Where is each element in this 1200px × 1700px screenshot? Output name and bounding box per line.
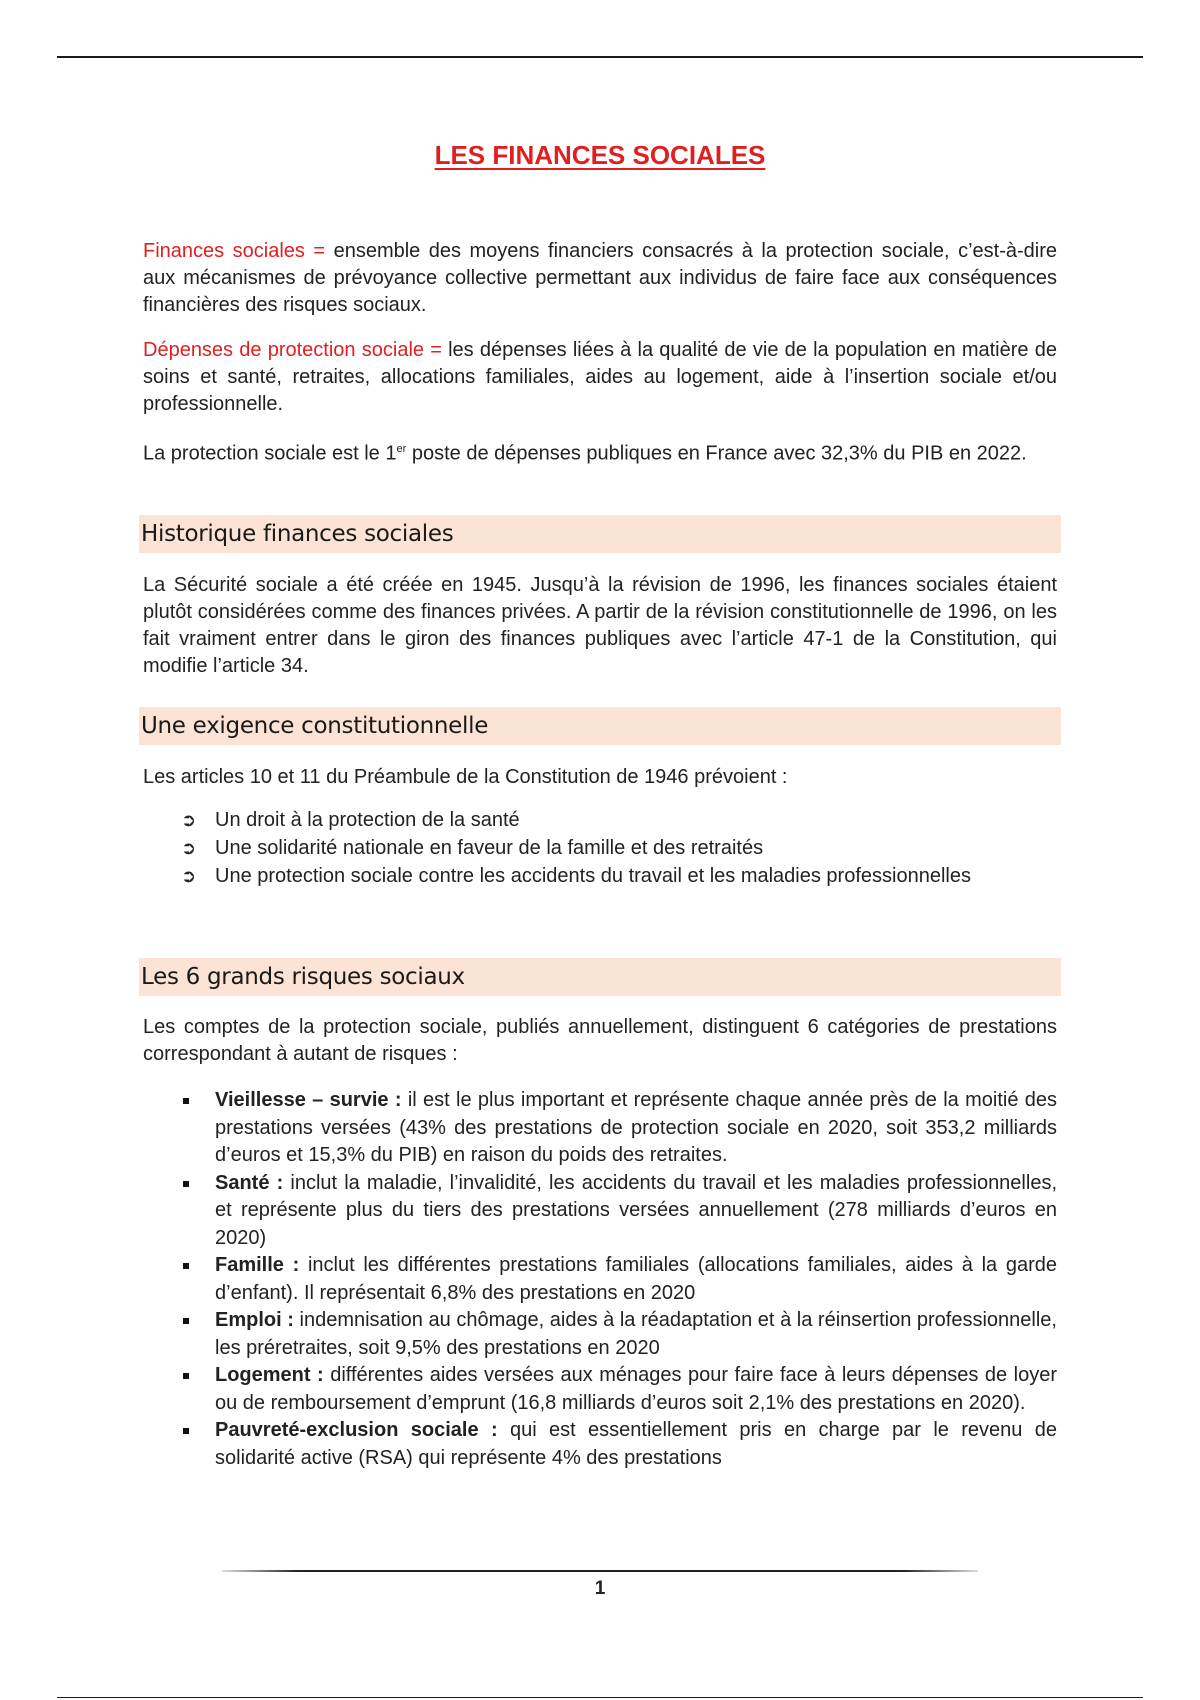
square-bullet-icon: [183, 1098, 189, 1104]
list-item-text: Une solidarité nationale en faveur de la famille et des retraités: [215, 837, 764, 859]
risk-text: qui est essentiellement pris en charge par le revenu de solidarité active (RSA) qui représente 4% des prestations: [215, 1419, 1057, 1469]
list-item: [143, 834, 1057, 862]
intro-stat-after: poste de dépenses publiques en France avec 32,3% du PIB en 2022.: [406, 442, 1027, 465]
top-rule: [57, 56, 1143, 58]
list-item: [143, 1362, 1057, 1417]
risk-text: inclut la maladie, l’invalidité, les accidents du travail et les maladies professionnelles, et représente plus du tiers des prestations versées annuellement (278 milliards d’euros en 2020): [215, 1171, 1057, 1249]
risques-intro: Les comptes de la protection sociale, publiés annuellement, distinguent 6 catégories de prestations correspondant à autant de risques :: [143, 1016, 1057, 1065]
exigence-list: [143, 806, 1057, 890]
risques-list: [143, 1087, 1057, 1472]
square-bullet-icon: [183, 1428, 189, 1434]
risk-label: Vieillesse – survie :: [215, 1089, 402, 1111]
risk-label: Logement :: [215, 1364, 324, 1386]
page-number: 1: [594, 1578, 606, 1599]
definition-depenses: [143, 337, 1057, 418]
square-bullet-icon: [183, 1318, 189, 1324]
list-item-text: Une protection sociale contre les accidents du travail et les maladies professionnelles: [215, 865, 971, 887]
list-item: [143, 1417, 1057, 1472]
risk-label: Santé :: [215, 1171, 284, 1194]
risk-text: différentes aides versées aux ménages pour faire face à leurs dépenses de loyer ou de remboursement d’emprunt (16,8 milliards d’euros soit 2,1% des prestations en 2020).: [215, 1364, 1058, 1414]
square-bullet-icon: [183, 1373, 189, 1379]
definition-text: ensemble des moyens financiers consacrés à la protection sociale, c’est-à-dire aux mécanismes de prévoyance collective permettant aux individus de faire face aux conséquences financières des risques sociaux.: [143, 240, 1057, 316]
historique-text: La Sécurité sociale a été créée en 1945. Jusqu’à la révision de 1996, les finances sociales étaient plutôt considérées comme des finances privées. A partir de la révision constitutionnelle de 1996, on les fait vraiment entrer dans le giron des finances publiques avec l’article 47-1 de la Constitution, qui modifie l’article 34.: [143, 574, 1057, 677]
arrow-bullet-icon: ➲: [181, 810, 197, 830]
list-item: [143, 806, 1057, 834]
risk-text: inclut les différentes prestations familiales (allocations familiales, aides à la garde d’enfant). Il représentait 6,8% des prestations en 2020: [215, 1254, 1057, 1304]
risk-label: Pauvreté-exclusion sociale :: [215, 1419, 498, 1441]
footer-rule: [222, 1570, 978, 1572]
list-item: [143, 862, 1057, 890]
section-heading-historique: Historique finances sociales: [139, 515, 1061, 553]
risk-text: il est le plus important et représente chaque année près de la moitié des prestations versées (43% des prestations de protection sociale en 2020, soit 353,2 milliards d’euros et 15,3% du PIB) en raison du poids des retraites.: [215, 1089, 1058, 1166]
risk-text: indemnisation au chômage, aides à la réadaptation et à la réinsertion professionnelle, les préretraites, soit 9,5% des prestations en 2020: [215, 1309, 1057, 1359]
list-item: [143, 1307, 1057, 1362]
section-heading-exigence: Une exigence constitutionnelle: [139, 707, 1061, 745]
risk-label: Famille :: [215, 1254, 300, 1276]
definition-text: les dépenses liées à la qualité de vie de la population en matière de soins et santé, retraites, allocations familiales, aides au logement, aide à l’insertion sociale et/ou professionnelle.: [143, 339, 1057, 415]
section-heading-risques: Les 6 grands risques sociaux: [139, 958, 1061, 996]
square-bullet-icon: [183, 1181, 189, 1187]
definition-term: Finances sociales =: [143, 240, 326, 262]
exigence-intro: Les articles 10 et 11 du Préambule de la Constitution de 1946 prévoient :: [143, 766, 788, 788]
arrow-bullet-icon: ➲: [181, 866, 197, 886]
intro-stat-before: La protection sociale est le 1: [143, 442, 397, 465]
square-bullet-icon: [183, 1263, 189, 1269]
intro-stat: [143, 436, 1027, 468]
list-item: [143, 1252, 1057, 1307]
list-item: [143, 1087, 1057, 1170]
bottom-rule: [57, 1697, 1143, 1698]
definition-term: Dépenses de protection sociale =: [143, 339, 442, 361]
page-title: LES FINANCES SOCIALES: [434, 140, 766, 170]
risk-label: Emploi :: [215, 1309, 294, 1331]
definition-finances-sociales: [143, 238, 1057, 319]
arrow-bullet-icon: ➲: [181, 838, 197, 858]
list-item-text: Un droit à la protection de la santé: [215, 809, 520, 831]
intro-stat-sup: er: [396, 443, 407, 455]
list-item: [143, 1170, 1057, 1253]
